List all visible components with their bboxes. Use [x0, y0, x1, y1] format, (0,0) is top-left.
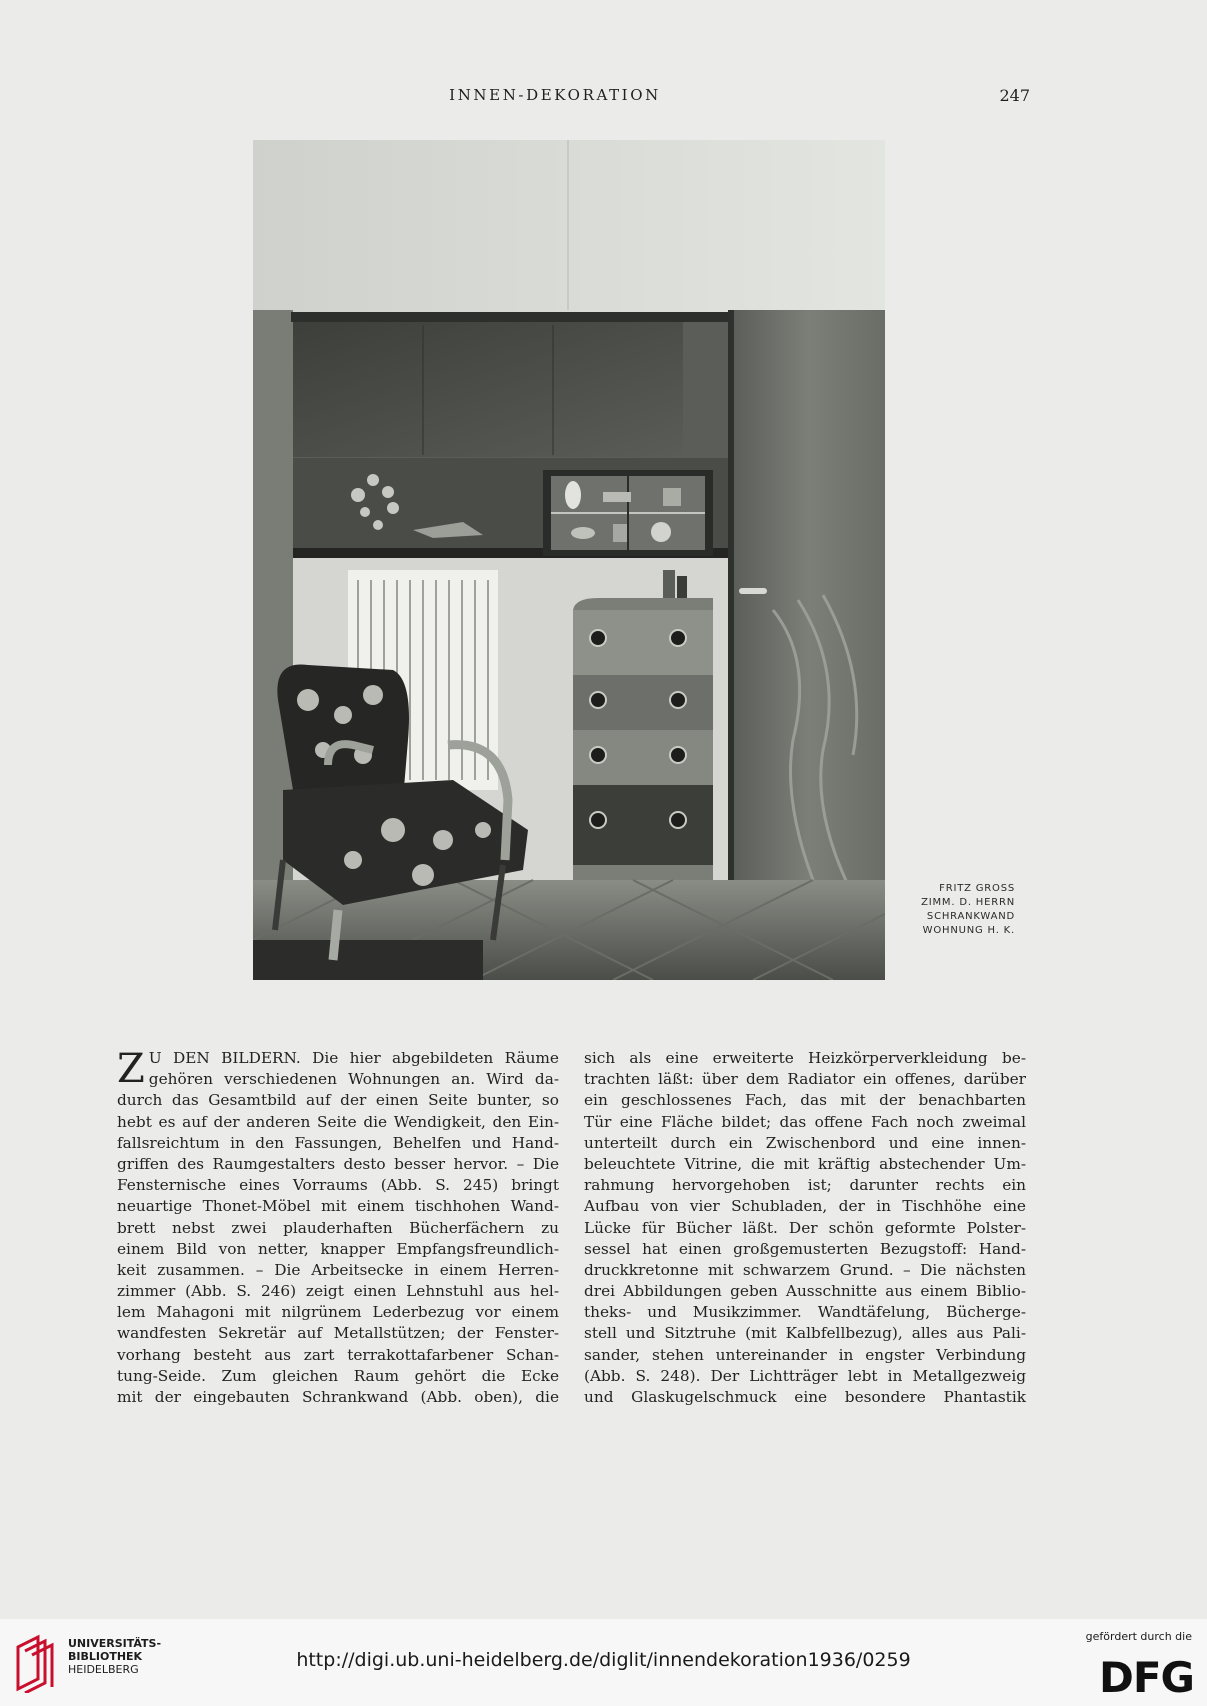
caption-line: FRITZ GROSS [939, 883, 1015, 894]
permalink-url[interactable]: http://digi.ub.uni-heidelberg.de/diglit/innendekoration1936/0259 [296, 1649, 911, 1671]
caption-line: ZIMM. D. HERRN [921, 897, 1015, 908]
text-line: sessel hat einen großgemusterten Bezugstoff: Hand- [584, 1239, 1026, 1258]
text-line: U DEN BILDERN. Die hier abgebildeten Räume [148, 1049, 559, 1067]
text-line: vorhang besteht aus zart terrakottafarbener Schan- [117, 1345, 559, 1364]
text-line: sich als eine erweiterte Heizkörperverkleidung be- [584, 1049, 1026, 1067]
text-line: stell und Sitztruhe (mit Kalbfellbezug), alles aus Pali- [584, 1324, 1026, 1343]
text-line: (Abb. S. 248). Der Lichtträger lebt in Metallgezweig [584, 1366, 1026, 1385]
text-line: rahmung hervorgehoben ist; darunter rechts ein [584, 1176, 1026, 1195]
text-line: sander, stehen untereinander in engster Verbindung [584, 1345, 1026, 1364]
text-line: beleuchtete Vitrine, die mit kräftig abstechender Um- [584, 1154, 1026, 1173]
text-line: Aufbau von vier Schubladen, der in Tischhöhe eine [584, 1197, 1026, 1216]
text-line: zimmer (Abb. S. 246) zeigt einen Lehnstuhl aus hel- [117, 1282, 559, 1301]
text-line: Lücke für Bücher läßt. Der schön geformte Polster- [584, 1218, 1026, 1237]
text-line: lem Mahagoni mit nilgrünem Lederbezug vor einem [117, 1303, 559, 1322]
text-line: durch das Gesamtbild auf der einen Seite bunter, so [117, 1091, 559, 1110]
text-line: wandfesten Sekretär auf Metallstützen; der Fenster- [117, 1324, 559, 1343]
running-header-title: INNEN-DEKORATION [449, 86, 661, 104]
text-line: ein geschlossenes Fach, das mit der benachbarten [584, 1091, 1026, 1110]
text-line: gehören verschiedenen Wohnungen an. Wird da- [148, 1070, 559, 1089]
library-name-line: BIBLIOTHEK [68, 1650, 143, 1663]
text-line: brett nebst zwei plauderhaften Bücherfächern zu [117, 1218, 559, 1237]
funding-note: gefördert durch die [1085, 1630, 1192, 1643]
text-line: trachten läßt: über dem Radiator ein offenes, darüber [584, 1070, 1026, 1089]
text-line: Tür eine Fläche bildet; das offene Fach noch zweimal [584, 1112, 1026, 1131]
library-name-line: UNIVERSITÄTS- [68, 1637, 162, 1650]
text-line: fallsreichtum in den Fassungen, Behelfen und Hand- [117, 1133, 559, 1152]
text-line: hebt es auf der anderen Seite die Wendigkeit, den Ein- [117, 1112, 559, 1131]
text-line: neuartige Thonet-Möbel mit einem tischhohen Wand- [117, 1197, 559, 1216]
article-column-left [117, 1048, 559, 1408]
text-line: theks- und Musikzimmer. Wandtäfelung, Bücherge- [584, 1303, 1026, 1322]
page-number: 247 [999, 86, 1030, 105]
text-line: druckkretonne mit schwarzem Grund. – Die nächsten [584, 1260, 1026, 1279]
text-line: und Glaskugelschmuck eine besondere Phantastik [584, 1388, 1026, 1406]
figure-caption [895, 882, 1015, 938]
text-line: mit der eingebauten Schrankwand (Abb. oben), die [117, 1388, 559, 1406]
text-line: einem Bild von netter, knapper Empfangsfreundlich- [117, 1239, 559, 1258]
text-line: keit zusammen. – Die Arbeitsecke in einem Herren- [117, 1260, 559, 1279]
caption-line: SCHRANKWAND [926, 911, 1015, 922]
photograph-schrankwand [253, 140, 885, 980]
library-name-line: HEIDELBERG [68, 1663, 139, 1676]
text-line: drei Abbildungen geben Ausschnitte aus einem Biblio- [584, 1282, 1026, 1301]
dfg-logo: DFG [1098, 1653, 1194, 1702]
text-line: Fensternische eines Vorraums (Abb. S. 245) bringt [117, 1176, 559, 1195]
digitization-footer [0, 1619, 1207, 1706]
text-line: griffen des Raumgestalters desto besser hervor. – Die [117, 1154, 559, 1173]
text-line: unterteilt durch ein Zwischenbord und eine innen- [584, 1133, 1026, 1152]
caption-line: WOHNUNG H. K. [922, 925, 1015, 936]
text-line: tung-Seide. Zum gleichen Raum gehört die Ecke [117, 1366, 559, 1385]
article-column-right [584, 1048, 1026, 1408]
drop-cap: Z [117, 1046, 145, 1092]
